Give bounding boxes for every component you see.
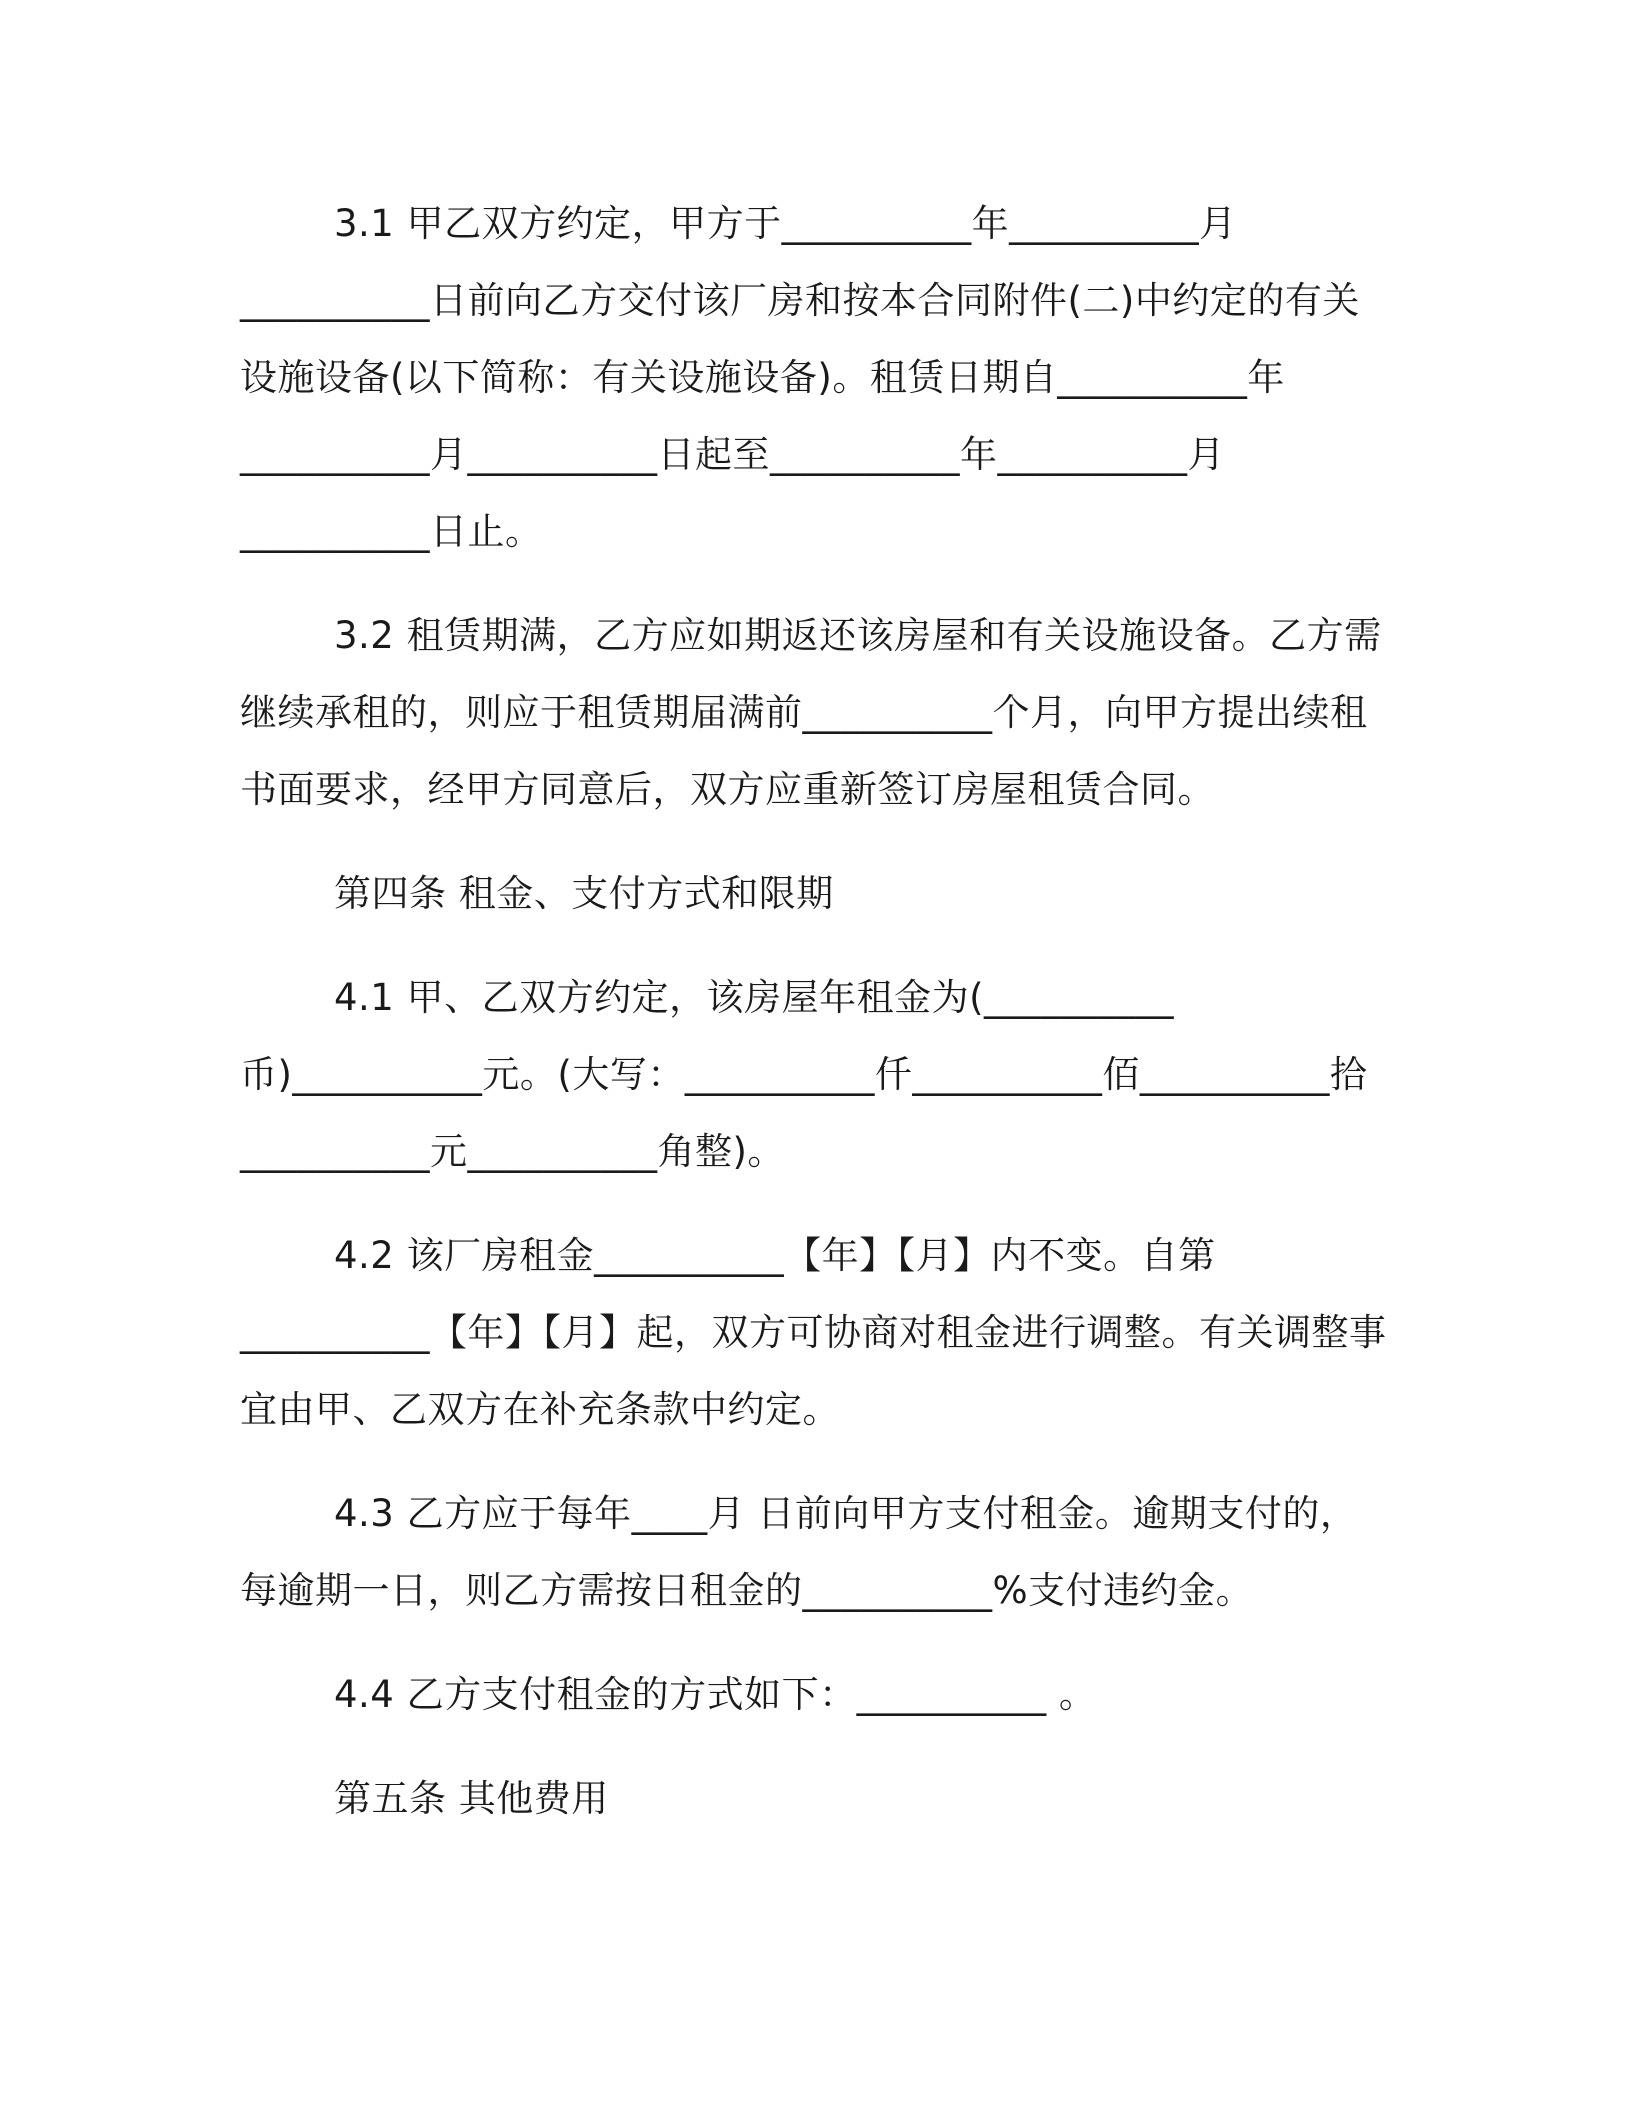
- document-page: [240, 185, 1390, 1864]
- clause-4-3: 4.3 乙方应于每年____月 日前向甲方支付租金。逾期支付的，每逾期一日，则乙方需按日租金的__________%支付违约金。: [240, 1492, 1358, 1612]
- clause-3-1: 3.1 甲乙双方约定，甲方于__________年__________月__________日前向乙方交付该厂房和按本合同附件(二)中约定的有关设施设备(以下简称：有关设施设备)。租赁日期自__________年__________月__________日起至__________年__________月__________日止。: [240, 202, 1360, 553]
- clause-4-1: 4.1 甲、乙双方约定，该房屋年租金为(__________币)__________元。(大写：__________仟__________佰__________拾__________元__________角整)。: [240, 976, 1368, 1173]
- article-4-heading: 第四条 租金、支付方式和限期: [334, 872, 834, 915]
- clause-4-4: 4.4 乙方支付租金的方式如下：__________ 。: [334, 1673, 1097, 1716]
- clause-3-2: 3.2 租赁期满，乙方应如期返还该房屋和有关设施设备。乙方需继续承租的，则应于租赁期届满前__________个月，向甲方提出续租书面要求，经甲方同意后，双方应重新签订房屋租赁合同。: [240, 614, 1382, 811]
- article-5-heading: 第五条 其他费用: [334, 1777, 609, 1820]
- clause-4-2: 4.2 该厂房租金__________【年】【月】内不变。自第__________【年】【月】起，双方可协商对租金进行调整。有关调整事宜由甲、乙双方在补充条款中约定。: [240, 1234, 1387, 1431]
